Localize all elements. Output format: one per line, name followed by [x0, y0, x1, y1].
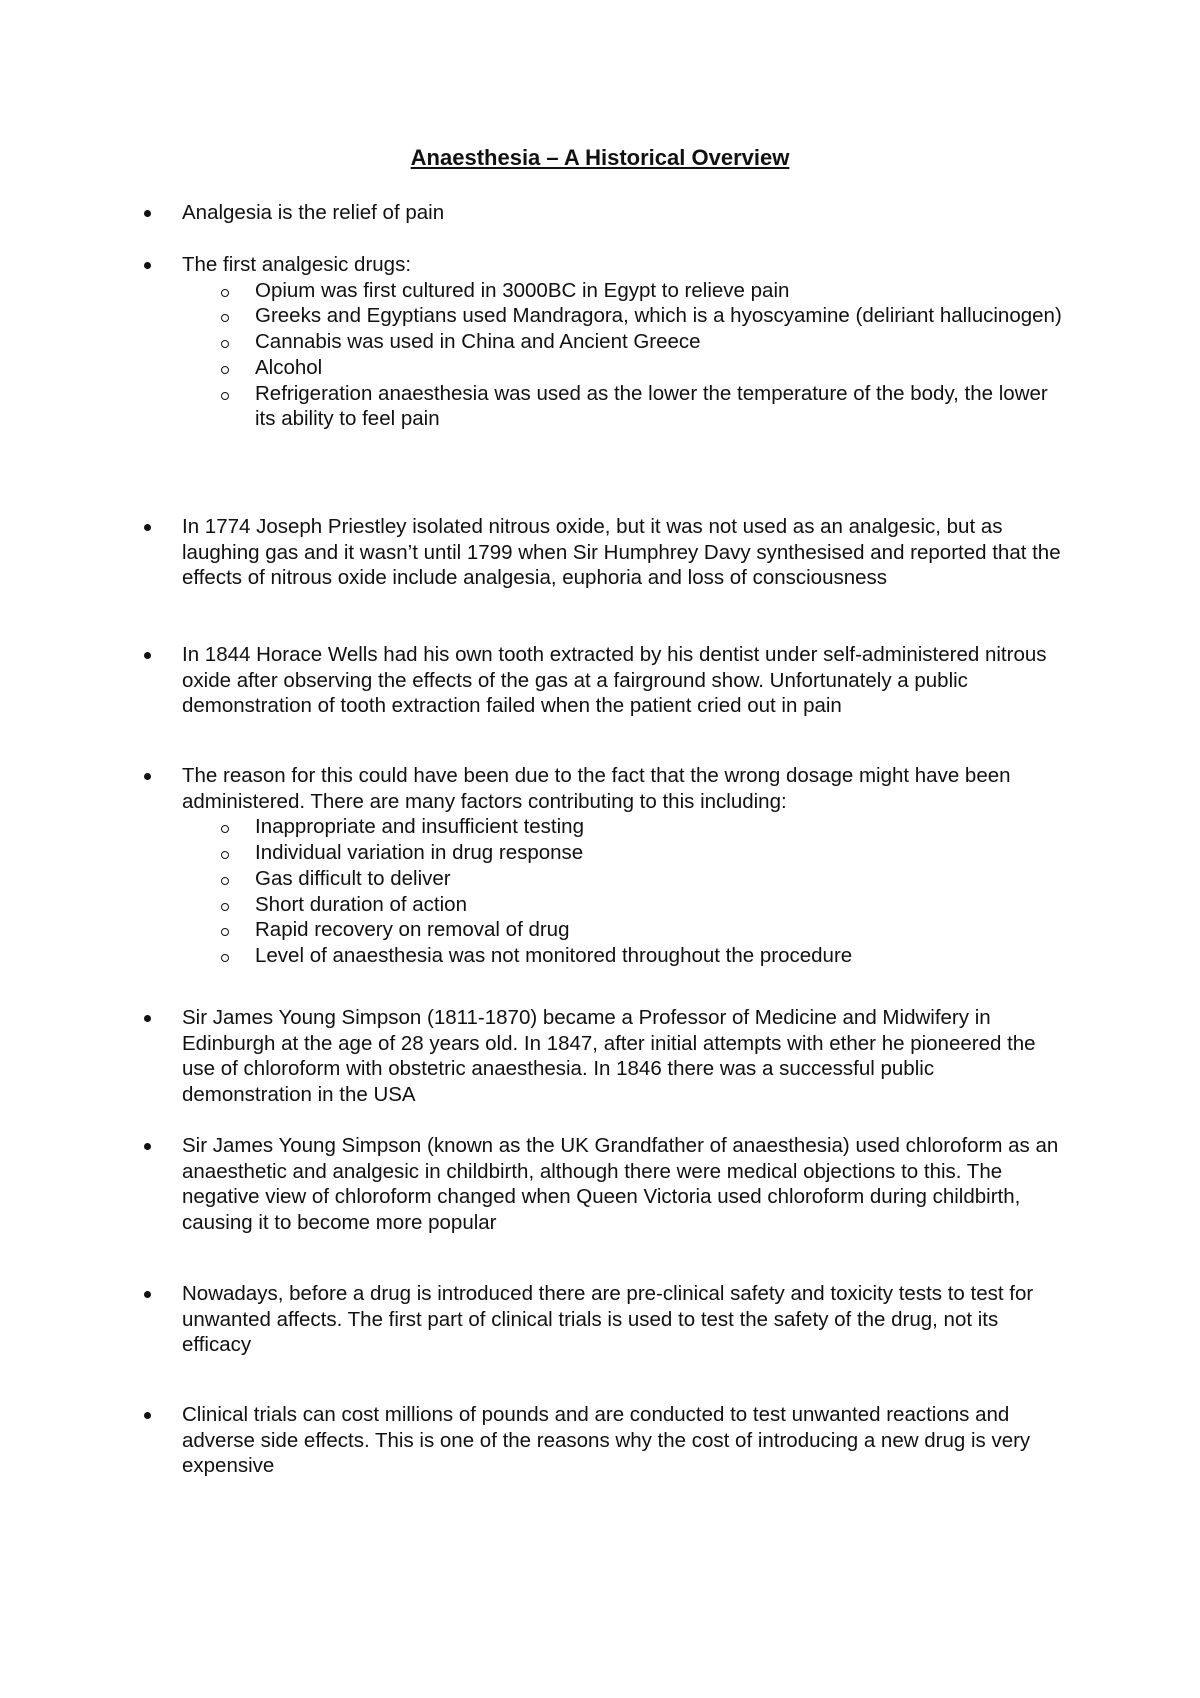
sub-bullet-item — [255, 355, 1062, 381]
sub-bullet-icon — [221, 928, 229, 936]
sub-bullet-item — [255, 278, 1062, 304]
bullet-item — [182, 1281, 1062, 1358]
sub-bullet-icon — [221, 954, 229, 962]
bullet-item — [182, 763, 1062, 969]
sub-bullet-icon — [221, 903, 229, 911]
sub-bullet-icon — [221, 825, 229, 833]
sub-bullet-item — [255, 943, 1062, 969]
bullet-text: Clinical trials can cost millions of pounds and are conducted to test unwanted reactions and adverse side effects. This is one of the reasons why the cost of introducing a new drug is very expensive — [182, 1403, 1031, 1478]
sub-bullet-icon — [221, 877, 229, 885]
sub-bullet-item — [255, 892, 1062, 918]
bullet-text: Sir James Young Simpson (known as the UK Grandfather of anaesthesia) used chloroform as an anaesthetic and analgesic in childbirth, although there were medical objections to this. The negative view of chloroform changed when Queen Victoria used chloroform during childbirth, causing it to become more popular — [182, 1134, 1059, 1235]
bullet-text: The first analgesic drugs: — [182, 253, 412, 276]
sub-bullet-item — [255, 917, 1062, 943]
bullet-icon — [144, 1143, 151, 1150]
sub-bullet-item — [255, 329, 1062, 355]
sub-bullet-item — [255, 303, 1062, 329]
bullet-item — [182, 252, 1062, 432]
sub-bullet-text: Gas difficult to deliver — [255, 866, 451, 890]
sub-bullet-icon — [221, 289, 229, 297]
sub-bullet-text: Cannabis was used in China and Ancient Greece — [255, 330, 701, 354]
bullet-text: In 1844 Horace Wells had his own tooth extracted by his dentist under self-administered nitrous oxide after observing the effects of the gas at a fairground show. Unfortunately a public demonstration of tooth extraction failed when the patient cried out in pain — [182, 643, 1047, 718]
bullet-icon — [144, 1015, 151, 1022]
bullet-icon — [144, 1412, 151, 1419]
bullet-item — [182, 642, 1062, 719]
bullet-text: Sir James Young Simpson (1811-1870) became a Professor of Medicine and Midwifery in Edinburgh at the age of 28 years old. In 1847, after initial attempts with ether he pioneered the use of chloroform with obstetric anaesthesia. In 1846 there was a successful public demonstration in the USA — [182, 1006, 1036, 1107]
bullet-text: Analgesia is the relief of pain — [182, 201, 445, 224]
sub-bullet-text: Individual variation in drug response — [255, 841, 584, 865]
sub-bullet-text: Short duration of action — [255, 892, 467, 916]
bullet-item — [182, 1005, 1062, 1108]
sub-bullet-icon — [221, 340, 229, 348]
bullet-text: The reason for this could have been due to the fact that the wrong dosage might have been administered. There are many factors contributing to this including: — [182, 764, 1011, 813]
bullet-text: In 1774 Joseph Priestley isolated nitrous oxide, but it was not used as an analgesic, but as laughing gas and it wasn’t until 1799 when Sir Humphrey Davy synthesised and reported that the effects of nitrous oxide include analgesia, euphoria and loss of consciousness — [182, 515, 1061, 590]
bullet-icon — [144, 1291, 151, 1298]
sub-bullet-icon — [221, 314, 229, 322]
sub-bullet-text: Opium was first cultured in 3000BC in Egypt to relieve pain — [255, 278, 790, 302]
bullet-icon — [144, 652, 151, 659]
bullet-icon — [144, 210, 151, 217]
page-title: Anaesthesia – A Historical Overview — [410, 145, 790, 170]
sub-bullet-item — [255, 381, 1062, 432]
sub-bullet-icon — [221, 366, 229, 374]
bullet-icon — [144, 524, 151, 531]
sub-bullet-text: Refrigeration anaesthesia was used as the lower the temperature of the body, the lower its ability to feel pain — [255, 381, 1048, 431]
sub-bullet-text: Greeks and Egyptians used Mandragora, which is a hyoscyamine (deliriant hallucinogen) — [255, 304, 1062, 328]
sub-bullet-text: Level of anaesthesia was not monitored throughout the procedure — [255, 943, 853, 967]
bullet-item — [182, 1402, 1062, 1479]
sub-bullet-item — [255, 814, 1062, 840]
bullet-item — [182, 514, 1062, 591]
sub-bullet-item — [255, 866, 1062, 892]
bullet-item — [182, 1133, 1062, 1236]
bullet-text: Nowadays, before a drug is introduced there are pre-clinical safety and toxicity tests to test for unwanted affects. The first part of clinical trials is used to test the safety of the drug, not its efficacy — [182, 1282, 1034, 1357]
sub-bullet-text: Rapid recovery on removal of drug — [255, 918, 570, 942]
bullet-icon — [144, 262, 151, 269]
sub-bullet-text: Inappropriate and insufficient testing — [255, 815, 584, 839]
bullet-icon — [144, 773, 151, 780]
sub-bullet-icon — [221, 392, 229, 400]
sub-bullet-text: Alcohol — [255, 355, 323, 379]
bullet-item — [182, 200, 1062, 226]
sub-bullet-item — [255, 840, 1062, 866]
sub-bullet-icon — [221, 851, 229, 859]
